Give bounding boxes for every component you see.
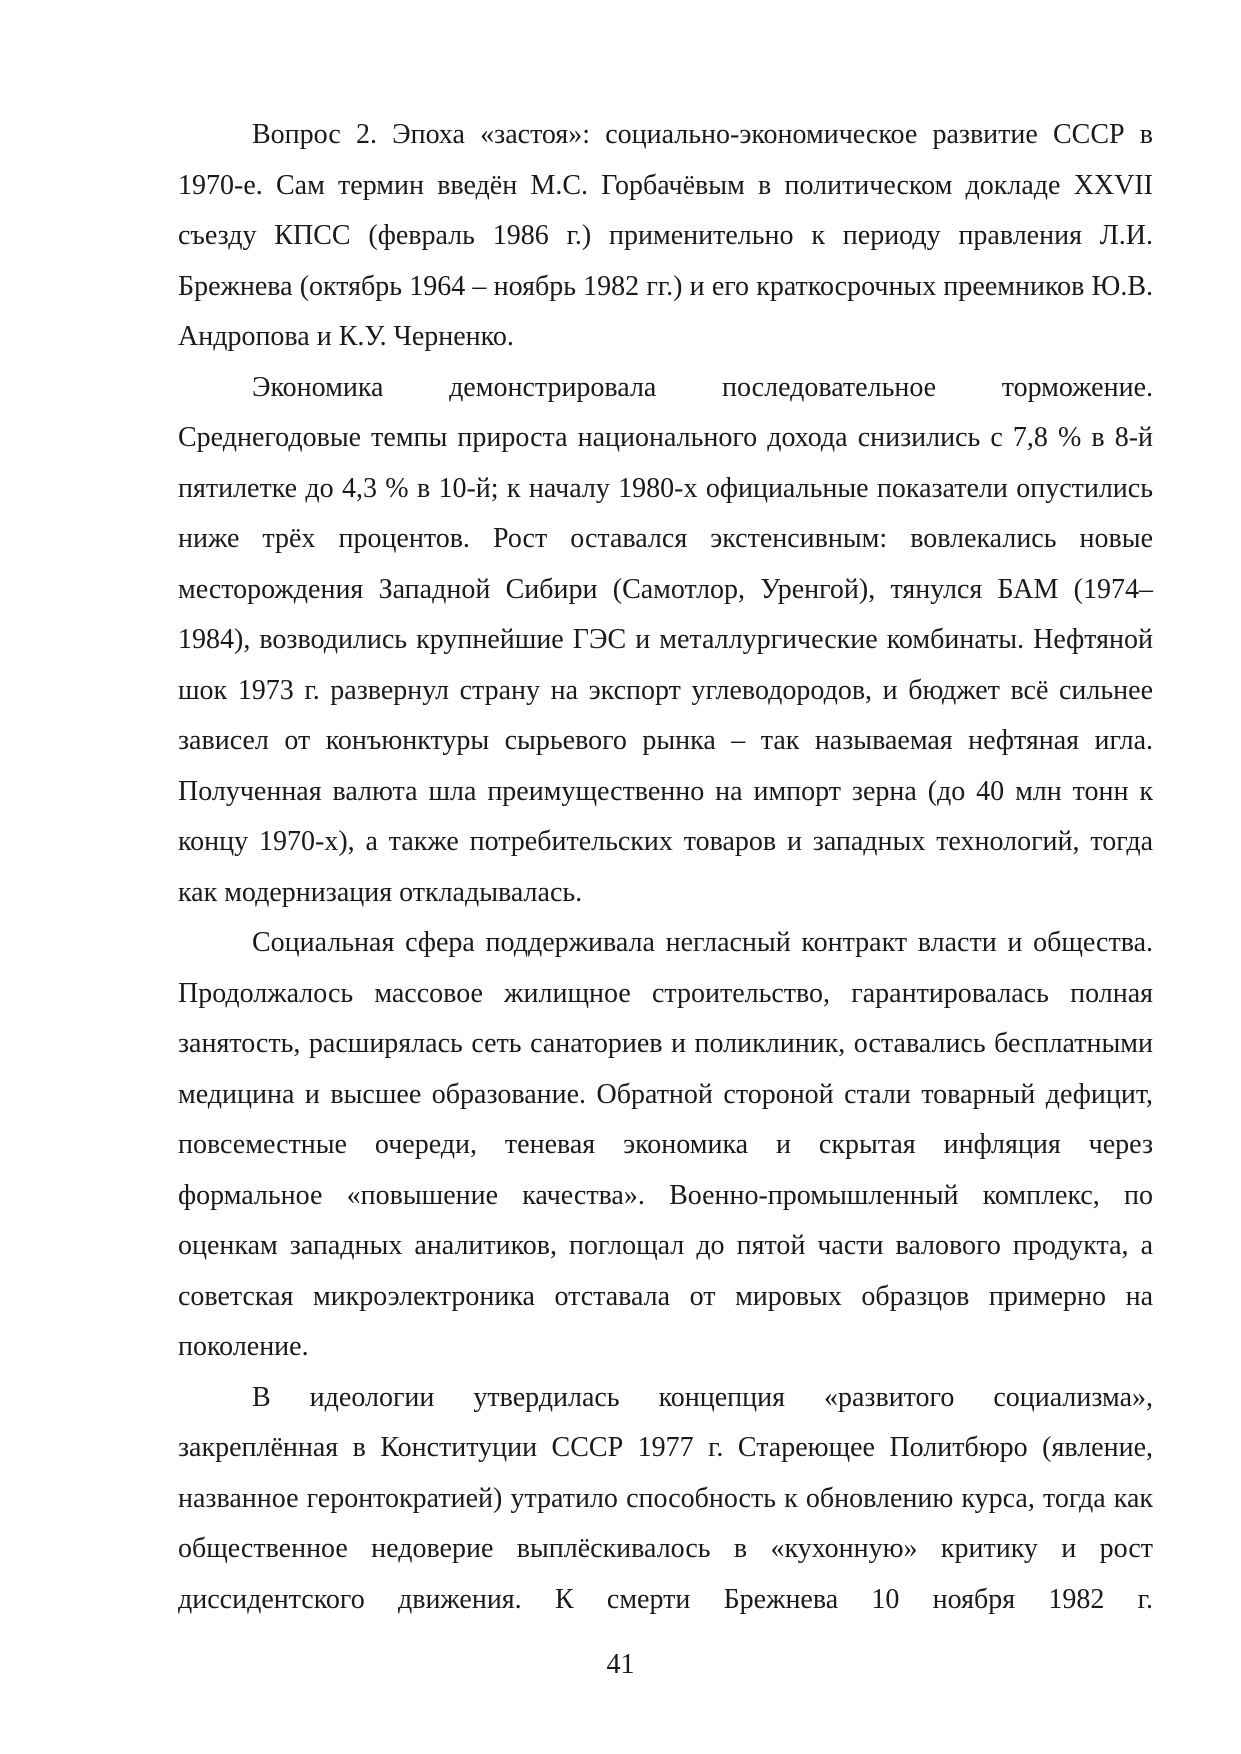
paragraph-economy: Экономика демонстрировала последовательное торможение. Среднегодовые темпы прироста национального дохода снизились с 7,8 % в 8-й пятилетке до 4,3 % в 10-й; к началу 1980-х официальные показатели опустились ниже трёх процентов. Рост оставался экстенсивным: вовлекались новые месторождения Западной Сибири (Самотлор, Уренгой), тянулся БАМ (1974–1984), возводились крупнейшие ГЭС и металлургические комбинаты. Нефтяной шок 1973 г. развернул страну на экспорт углеводородов, и бюджет всё сильнее зависел от конъюнктуры сырьевого рынка – так называемая нефтяная игла. Полученная валюта шла преимущественно на импорт зерна (до 40 млн тонн к концу 1970-х), а также потребительских товаров и западных технологий, тогда как модернизация откладывалась. [178,371,1153,908]
paragraph-question-2: Вопрос 2. Эпоха «застоя»: социально-экономическое развитие СССР в 1970-е. Сам термин введён М.С. Горбачёвым в политическом докладе XXVII съезду КПСС (февраль 1986 г.) применительно к периоду правления Л.И. Брежнева (октябрь 1964 – ноябрь 1982 гг.) и его краткосрочных преемников Ю.В. Андропова и К.У. Черненко. [178,119,1153,352]
page-number: 41 [606,1649,635,1680]
paragraph-ideology: В идеологии утвердилась концепция «развитого социализма», закреплённая в Конституции СССР 1977 г. Стареющее Политбюро (явление, названное геронтократией) утратило способность к обновлению курса, тогда как общественное недоверие выплёскивалось в «кухонную» критику и рост диссидентского движения. К смерти Брежнева 10 ноября 1982 г. [178,1381,1153,1615]
paragraph-social-sphere: Социальная сфера поддерживала негласный контракт власти и общества. Продолжалось массовое жилищное строительство, гарантировалась полная занятость, расширялась сеть санаториев и поликлиник, оставались бесплатными медицина и высшее образование. Обратной стороной стали товарный дефицит, повсеместные очереди, теневая экономика и скрытая инфляция через формальное «повышение качества». Военно-промышленный комплекс, по оценкам западных аналитиков, поглощал до пятой части валового продукта, а советская микроэлектроника отставала от мировых образцов примерно на поколение. [178,927,1153,1362]
document-body [178,110,1153,1625]
